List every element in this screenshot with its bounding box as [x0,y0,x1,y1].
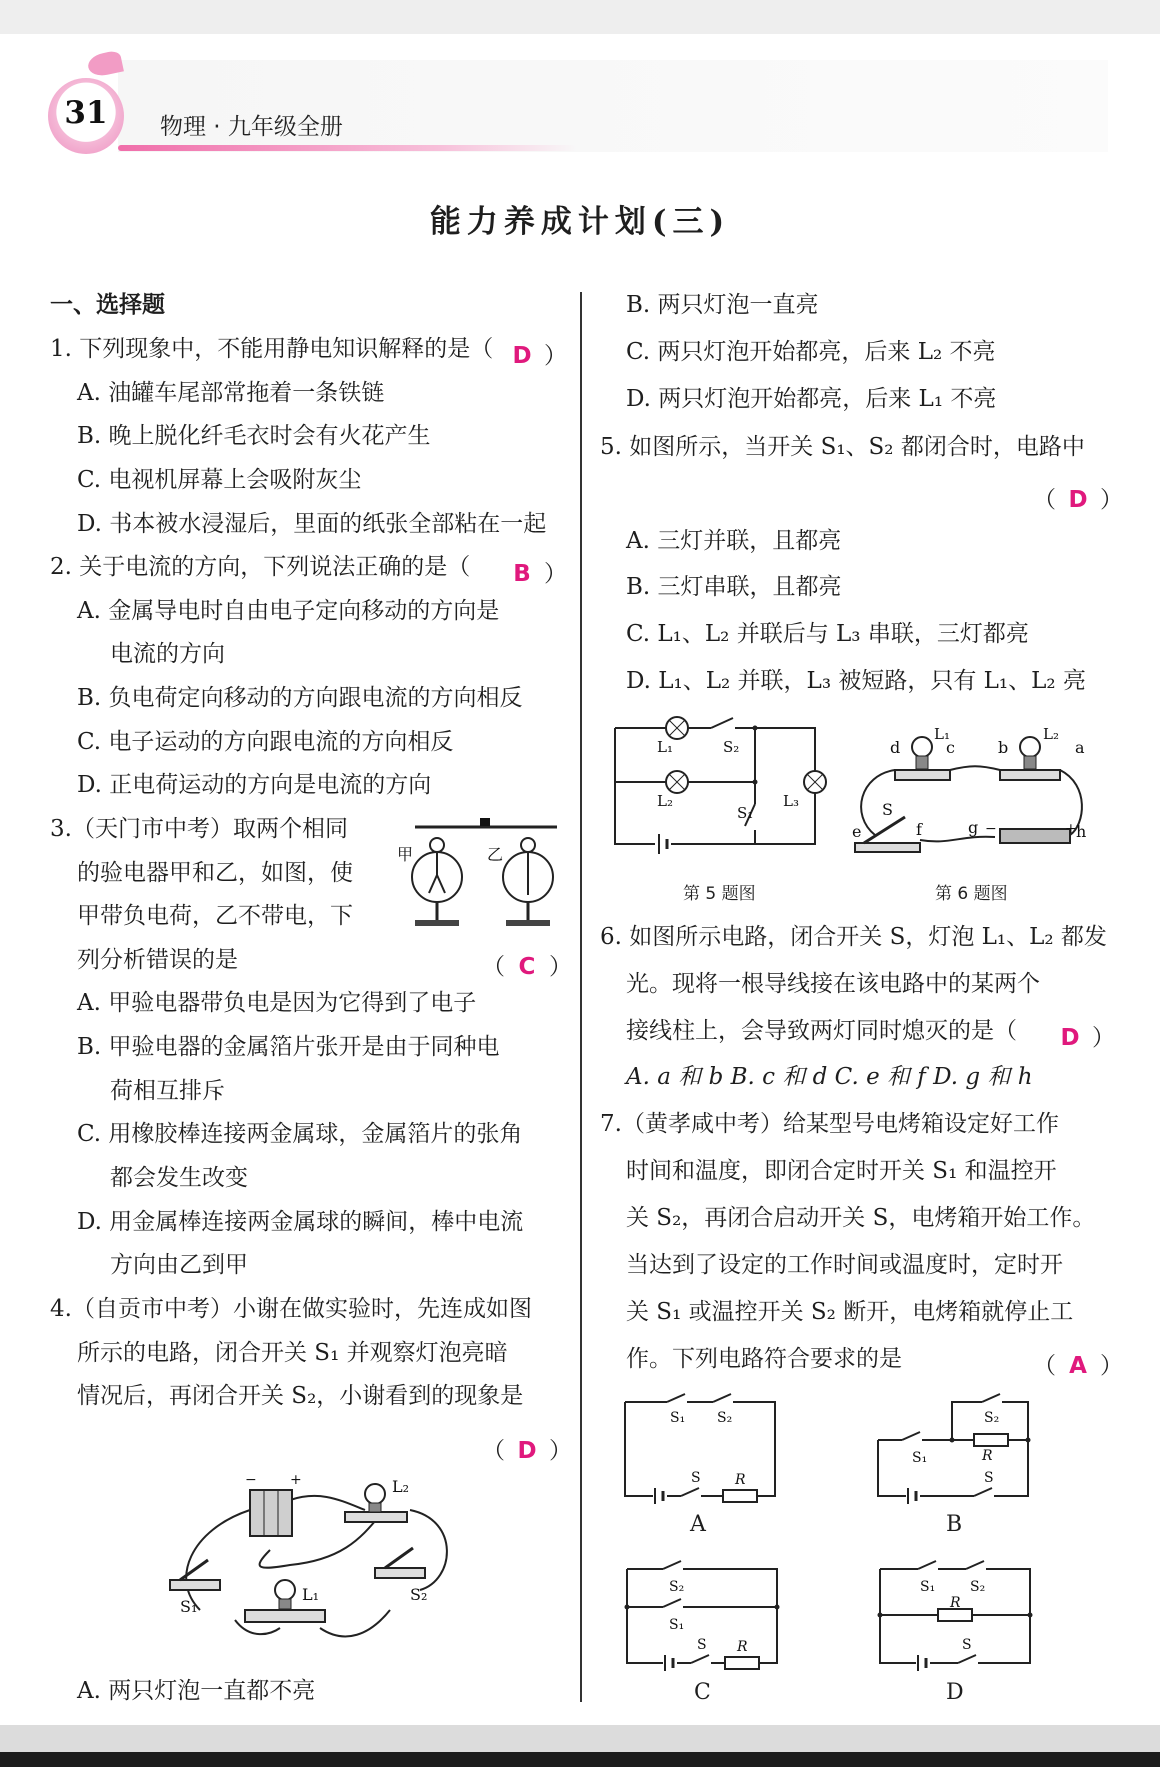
q7-line: 时间和温度，即闭合定时开关 S₁ 和温控开 [626,1158,1057,1184]
q6-line: 6. 如图所示电路，闭合开关 S，灯泡 L₁、L₂ 都发 [600,924,1107,950]
q7d-label-S2: S₂ [970,1579,986,1595]
q3-option: D. 用金属棒连接两金属球的瞬间，棒中电流 [77,1209,524,1235]
q3-line: 甲带负电荷，乙不带电，下 [77,903,353,929]
q7b-label-S2: S₂ [984,1410,1000,1426]
q5-caption: 第 5 题图 [683,884,756,904]
q5-option: B. 三灯串联，且都亮 [626,574,842,600]
q6-caption: 第 6 题图 [935,884,1008,904]
q6-label-c: c [946,738,955,757]
q2-option: C. 电子运动的方向跟电流的方向相反 [77,729,454,755]
q7a-label-R: R [735,1472,746,1488]
q5-label-S2: S₂ [723,738,740,756]
q3-option: C. 用橡胶棒连接两金属球，金属箔片的张角 [77,1121,523,1147]
q5-label-L2: L₂ [657,792,673,810]
q6-line: 接线柱上，会导致两灯同时熄灭的是（ [626,1018,1017,1044]
q4-circuit-figure [170,1470,470,1645]
page-title: 能力养成计划(三) [429,204,731,240]
q7-diagram-a [625,1400,775,1500]
q7-diagram-c-label: C [694,1680,711,1705]
q6-label-e: e [852,822,862,841]
q1-option: C. 电视机屏幕上会吸附灰尘 [77,467,362,493]
q3-option: A. 甲验电器带负电是因为它得到了电子 [77,990,477,1016]
q4-label-L2: L₂ [392,1477,410,1496]
q4-option: B. 两只灯泡一直亮 [626,292,819,318]
q4-line: 情况后，再闭合开关 S₂，小谢看到的现象是 [77,1383,524,1409]
q7b-label-S1: S₁ [912,1450,928,1466]
electroscope-label-yi: 乙 [487,845,504,864]
q4-option: D. 两只灯泡开始都亮，后来 L₁ 不亮 [626,386,997,412]
q6-label-b: b [998,738,1009,757]
q6-label-a: a [1075,738,1085,757]
q7c-label-R: R [737,1639,748,1655]
q3-line: 列分析错误的是 [77,947,238,973]
q4-answer: （ D ） [482,1438,572,1464]
q2-option: 电流的方向 [110,641,225,667]
section-heading: 一、选择题 [50,292,165,318]
q5-stem: 5. 如图所示，当开关 S₁、S₂ 都闭合时，电路中 [600,434,1085,460]
q1-stem: 1. 下列现象中，不能用静电知识解释的是（ [50,336,494,362]
q3-option: 荷相互排斥 [110,1078,225,1104]
book-subject: 物理 · 九年级全册 [160,114,343,140]
q7a-label-S: S [691,1470,701,1486]
q5-circuit-figure [615,722,815,852]
q6-label-f: f [916,820,922,839]
q6-label-L1: L₁ [934,725,950,743]
q6-label-g: g [968,818,979,837]
q4-line: 4.（自贡市中考）小谢在做实验时，先连成如图 [50,1296,532,1322]
q2-option: B. 负电荷定向移动的方向跟电流的方向相反 [77,685,523,711]
q7-answer: （ A ） [1033,1353,1123,1379]
q7c-label-S: S [697,1637,707,1653]
q6-circuit-figure [850,725,1090,865]
q6-label-L2: L₂ [1043,725,1059,743]
q7-diagram-d [880,1567,1030,1667]
q6-line: 光。现将一根导线接在该电路中的某两个 [626,971,1040,997]
q6-label-S: S [882,800,893,819]
q6-label-h: h [1076,822,1087,841]
q7-diagram-a-label: A [690,1512,706,1537]
q5-option: D. L₁、L₂ 并联，L₃ 被短路，只有 L₁、L₂ 亮 [626,668,1086,694]
battery-minus-label: − [245,1472,257,1488]
q7c-label-S1: S₁ [669,1617,685,1633]
q4-label-L1: L₁ [302,1585,320,1604]
q7a-label-S1: S₁ [670,1410,686,1426]
q7c-label-S2: S₂ [669,1579,685,1595]
electroscope-figure [395,815,565,935]
electroscope-label-jia: 甲 [397,845,414,864]
q1-option: A. 油罐车尾部常拖着一条铁链 [77,380,385,406]
bottom-edge [0,1752,1160,1767]
q7-line: 当达到了设定的工作时间或温度时，定时开 [626,1252,1063,1278]
q1-option: D. 书本被水浸湿后，里面的纸张全部粘在一起 [77,511,547,537]
q2-answer: B ） [513,561,567,587]
q4-option: C. 两只灯泡开始都亮，后来 L₂ 不亮 [626,339,996,365]
q2-option: D. 正电荷运动的方向是电流的方向 [77,772,432,798]
q7-line: 7.（黄孝咸中考）给某型号电烤箱设定好工作 [600,1111,1059,1137]
q7a-label-S2: S₂ [717,1410,733,1426]
page-number: 31 [64,95,108,131]
q7-diagram-d-label: D [946,1680,964,1705]
q7b-label-R: R [982,1448,993,1464]
q6-options: A. a 和 b B. c 和 d C. e 和 f D. g 和 h [626,1064,1033,1090]
q4-label-S1: S₁ [180,1597,198,1616]
q7d-label-S1: S₁ [920,1579,936,1595]
q6-answer: D ） [1060,1025,1115,1051]
q7-diagram-c [627,1567,777,1667]
q3-option: B. 甲验电器的金属箔片张开是由于同种电 [77,1034,500,1060]
q7d-label-R: R [950,1595,961,1611]
q3-option: 方向由乙到甲 [110,1252,248,1278]
q7-line: 关 S₁ 或温控开关 S₂ 断开，电烤箱就停止工 [626,1299,1074,1325]
q6-label-d: d [890,738,901,757]
q5-option: A. 三灯并联，且都亮 [626,528,842,554]
q3-line: 的验电器甲和乙，如图，使 [77,860,353,886]
q4-label-S2: S₂ [410,1585,428,1604]
q5-option: C. L₁、L₂ 并联后与 L₃ 串联，三灯都亮 [626,621,1029,647]
q3-line: 3.（天门市中考）取两个相同 [50,816,348,842]
q2-option: A. 金属导电时自由电子定向移动的方向是 [77,598,500,624]
q1-option: B. 晚上脱化纤毛衣时会有火花产生 [77,423,431,449]
q7-diagram-b-label: B [946,1512,963,1537]
top-bar [0,0,1160,34]
q5-label-L3: L₃ [783,792,799,810]
q5-label-L1: L₁ [657,738,673,756]
q4-line: 所示的电路，闭合开关 S₁ 并观察灯泡亮暗 [77,1340,508,1366]
q7b-label-S: S [984,1470,994,1486]
q1-answer: D ） [512,343,567,369]
q3-answer: （ C ） [482,954,572,980]
q4-option: A. 两只灯泡一直都不亮 [77,1678,316,1704]
q7-line: 关 S₂，再闭合启动开关 S，电烤箱开始工作。 [626,1205,1096,1231]
header-underline [118,145,578,151]
q6-label-plus: + [1065,821,1077,837]
q5-answer: （ D ） [1033,487,1123,513]
column-divider [580,292,582,1702]
q5-label-S1: S₁ [737,804,754,822]
q6-label-minus: − [985,821,997,837]
q2-stem: 2. 关于电流的方向，下列说法正确的是（ [50,554,471,580]
q7-diagram-b [878,1402,1028,1500]
q7d-label-S: S [962,1637,972,1653]
battery-plus-label: + [290,1472,302,1488]
q7-line: 作。下列电路符合要求的是 [626,1346,902,1372]
q3-option: 都会发生改变 [110,1165,248,1191]
